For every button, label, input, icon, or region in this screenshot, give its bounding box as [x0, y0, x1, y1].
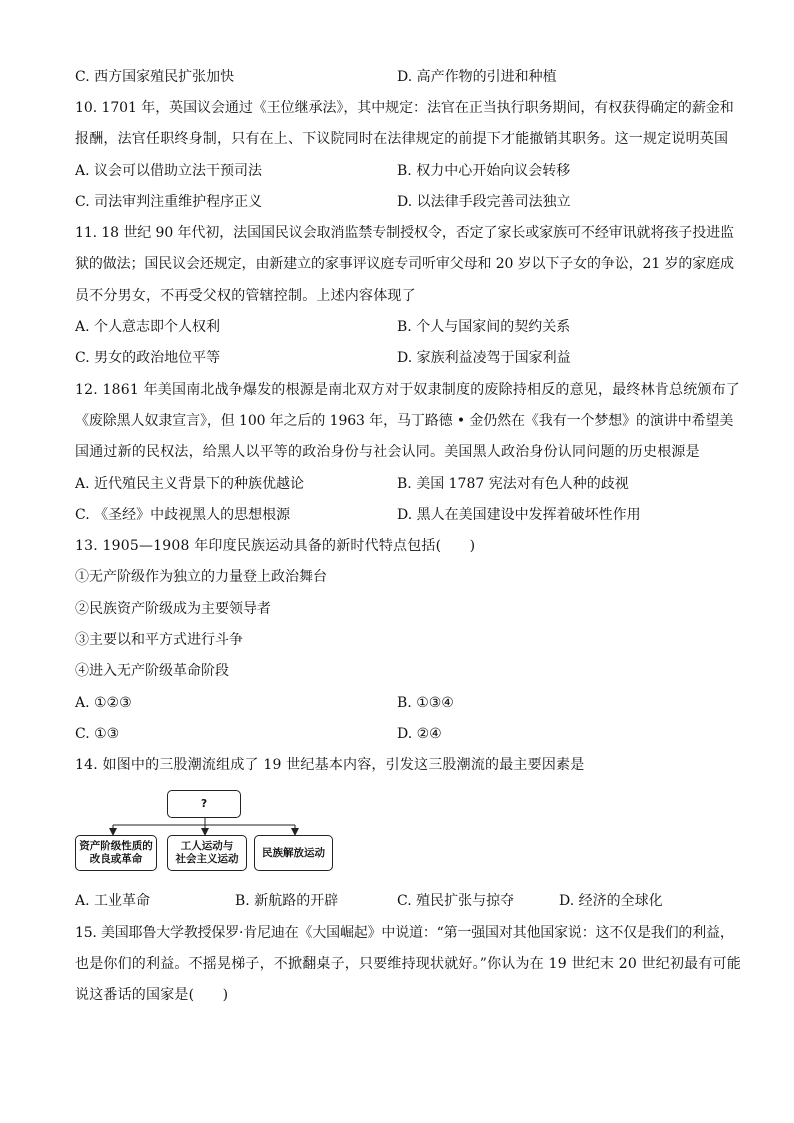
q12-option-d: D. 黑人在美国建设中发挥着破坏性作用: [397, 507, 641, 523]
q11-option-a: A. 个人意志即个人权利: [75, 319, 221, 335]
q11-option-b: B. 个人与国家间的契约关系: [397, 319, 571, 335]
q9-option-c: C. 西方国家殖民扩张加快: [75, 69, 235, 85]
q13-option-a: A. ①②③: [75, 695, 132, 711]
q15-stem-line2: 也是你们的利益。不摇晃梯子，不掀翻桌子，只要维持现状就好。”你认为在 19 世纪末 20 世纪初最有可能: [75, 956, 741, 972]
q11-option-d: D. 家族利益凌驾于国家利益: [397, 350, 571, 366]
q10-stem-line1: 10. 1701 年，英国议会通过《王位继承法》，其中规定：法官在正当执行职务期间，有权获得确定的薪金和: [75, 100, 734, 116]
diagram-top-box: [167, 790, 241, 818]
diagram-box2-line1: 工人运动与: [180, 840, 234, 852]
q13-option-c: C. ①③: [75, 726, 120, 742]
q10-option-a: A. 议会可以借助立法干预司法: [75, 163, 263, 179]
q14-stem: 14. 如图中的三股潮流组成了 19 世纪基本内容，引发这三股潮流的最主要因素是: [75, 757, 585, 773]
q9-option-d: D. 高产作物的引进和种植: [397, 69, 557, 85]
q13-option-d: D. ②④: [397, 726, 442, 742]
diagram-box-reform-revolution: [75, 835, 157, 871]
q13-item-2: ②民族资产阶级成为主要领导者: [75, 601, 271, 617]
diagram-top-label: ?: [200, 797, 208, 810]
q10-option-d: D. 以法律手段完善司法独立: [397, 194, 571, 210]
q14-option-b: B. 新航路的开辟: [235, 893, 339, 909]
q13-stem: 13. 1905—1908 年印度民族运动具备的新时代特点包括( ): [75, 538, 476, 554]
q11-stem-line2: 狱的做法；国民议会还规定，由新建立的家事评议庭专司听审父母和 20 岁以下子女的争讼，21 岁的家庭成: [75, 256, 734, 272]
q10-stem-line2: 报酬，法官任职终身制，只有在上、下议院同时在法律规定的前提下才能撤销其职务。这一规定说明英国: [75, 131, 729, 147]
q12-stem-line3: 国通过新的民权法，给黑人以平等的政治身份与社会认同。美国黑人政治身份认同问题的历史根源是: [75, 444, 700, 460]
q10-option-b: B. 权力中心开始向议会转移: [397, 163, 571, 179]
q13-item-1: ①无产阶级作为独立的力量登上政治舞台: [75, 569, 327, 585]
diagram-box3-label: 民族解放运动: [262, 846, 325, 859]
diagram-box2-line2: 社会主义运动: [175, 853, 239, 865]
q15-stem-line1: 15. 美国耶鲁大学教授保罗·肯尼迪在《大国崛起》中说道：“第一强国对其他国家说：这不仅是我们的利益，: [75, 925, 734, 941]
diagram-box-national-liberation: [254, 835, 333, 871]
q13-option-b: B. ①③④: [397, 695, 454, 711]
diagram-box1-line1: 资产阶级性质的: [79, 840, 153, 852]
q14-diagram: [75, 788, 335, 872]
q11-stem-line3: 员不分男女，不再受父权的管辖控制。上述内容体现了: [75, 288, 416, 304]
diagram-box-labor-movement: [167, 835, 247, 871]
q12-option-a: A. 近代殖民主义背景下的种族优越论: [75, 476, 305, 492]
q14-option-c: C. 殖民扩张与掠夺: [397, 893, 515, 909]
q15-stem-line3: 说这番话的国家是( ): [75, 987, 229, 1003]
q13-item-4: ④进入无产阶级革命阶段: [75, 663, 229, 679]
q12-option-b: B. 美国 1787 宪法对有色人种的歧视: [397, 476, 629, 492]
q13-item-3: ③主要以和平方式进行斗争: [75, 632, 243, 648]
q12-stem-line1: 12. 1861 年美国南北战争爆发的根源是南北双方对于奴隶制度的废除持相反的意见，最终林肯总统颁布了: [75, 382, 740, 398]
q11-option-c: C. 男女的政治地位平等: [75, 350, 221, 366]
q12-stem-line2: 《废除黑人奴隶宣言》，但 100 年之后的 1963 年，马丁路德 • 金仍然在《我有一个梦想》的演讲中希望美: [75, 413, 734, 429]
q11-stem-line1: 11. 18 世纪 90 年代初，法国国民议会取消监禁专制授权令，否定了家长或家族可不经审讯就将孩子投进监: [75, 225, 734, 241]
q14-option-d: D. 经济的全球化: [559, 893, 663, 909]
q12-option-c: C. 《圣经》中歧视黑人的思想根源: [75, 507, 291, 523]
q10-option-c: C. 司法审判注重维护程序正义: [75, 194, 263, 210]
q14-option-a: A. 工业革命: [75, 893, 151, 909]
diagram-box1-line2: 改良或革命: [89, 853, 143, 865]
